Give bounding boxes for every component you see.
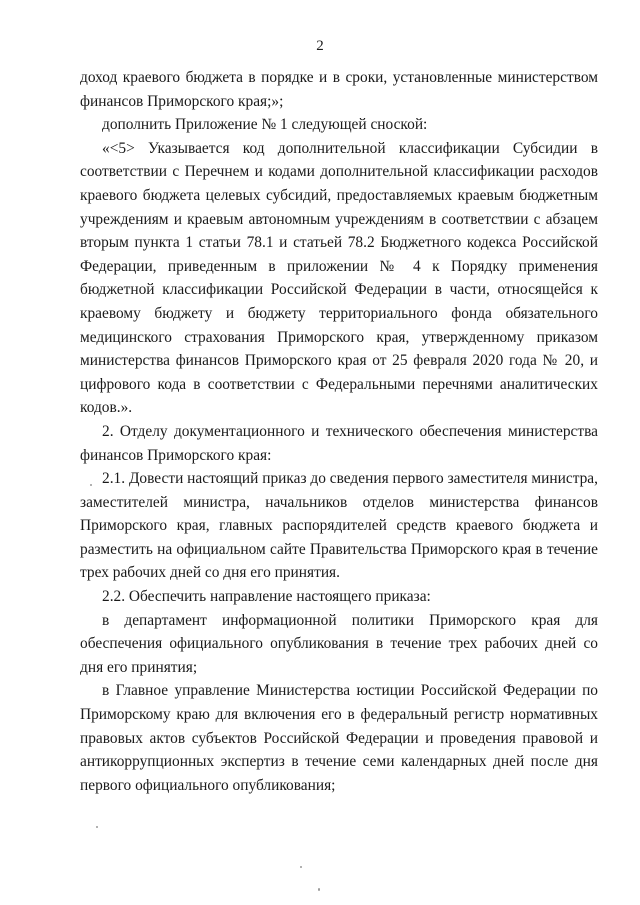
paragraph-add-footnote: дополнить Приложение № 1 следующей сноской: [102,116,428,134]
paragraph-footnote-5: «<5> Указывается код дополнительной классификации Субсидии в соответствии с Перечнем и кодами дополнительной классификации расходов краевого бюджета целевых субсидий, предоставляемых краевым бюджетным учреждениям и краевым автономным учреждениям в соответствии с абзацем вторым пункта 1 статьи 78.1 и статьей 78.2 Бюджетного кодекса Российской Федерации, приведенным в приложении № 4 к Порядку применения бюджетной классификации Российской Федерации в части, относящейся к краевому бюджету и бюджету территориального фонда обязательного медицинского страхования Приморского края, утвержденному приказом министерства финансов Приморского края от 25 февраля 2020 года № 20, и цифрового кода в соответствии с Федеральными перечнями аналитических кодов.». [80,139,598,417]
scan-speck [300,866,302,868]
scan-speck [90,484,92,486]
paragraph-continuation: доход краевого бюджета в порядке и в сроки, установленные министерством финансов Приморского края;»; [80,69,598,110]
paragraph-item-2-2: 2.2. Обеспечить направление настоящего приказа: [102,588,431,606]
scan-speck [318,888,320,891]
paragraph-main-directorate: в Главное управление Министерства юстиции Российской Федерации по Приморскому краю для включения его в федеральный регистр нормативных правовых актов субъектов Российской Федерации и проведения правовой и антикоррупционных экспертиз в течение семи календарных дней после дня первого официального опубликования; [80,682,598,794]
scan-speck [96,826,98,828]
paragraph-item-2-1: 2.1. Довести настоящий приказ до сведения первого заместителя министра, заместителей министра, начальников отделов министерства финансов Приморского края, главных распорядителей средств краевого бюджета и разместить на официальном сайте Правительства Приморского края в течение трех рабочих дней со дня его принятия. [80,470,598,582]
document-body [80,66,598,797]
page-number: 2 [316,38,324,54]
paragraph-department: в департамент информационной политики Приморского края для обеспечения официального опубликования в течение трех рабочих дней со дня его принятия; [80,611,598,676]
paragraph-item-2: 2. Отделу документационного и технического обеспечения министерства финансов Приморского края: [80,422,598,464]
